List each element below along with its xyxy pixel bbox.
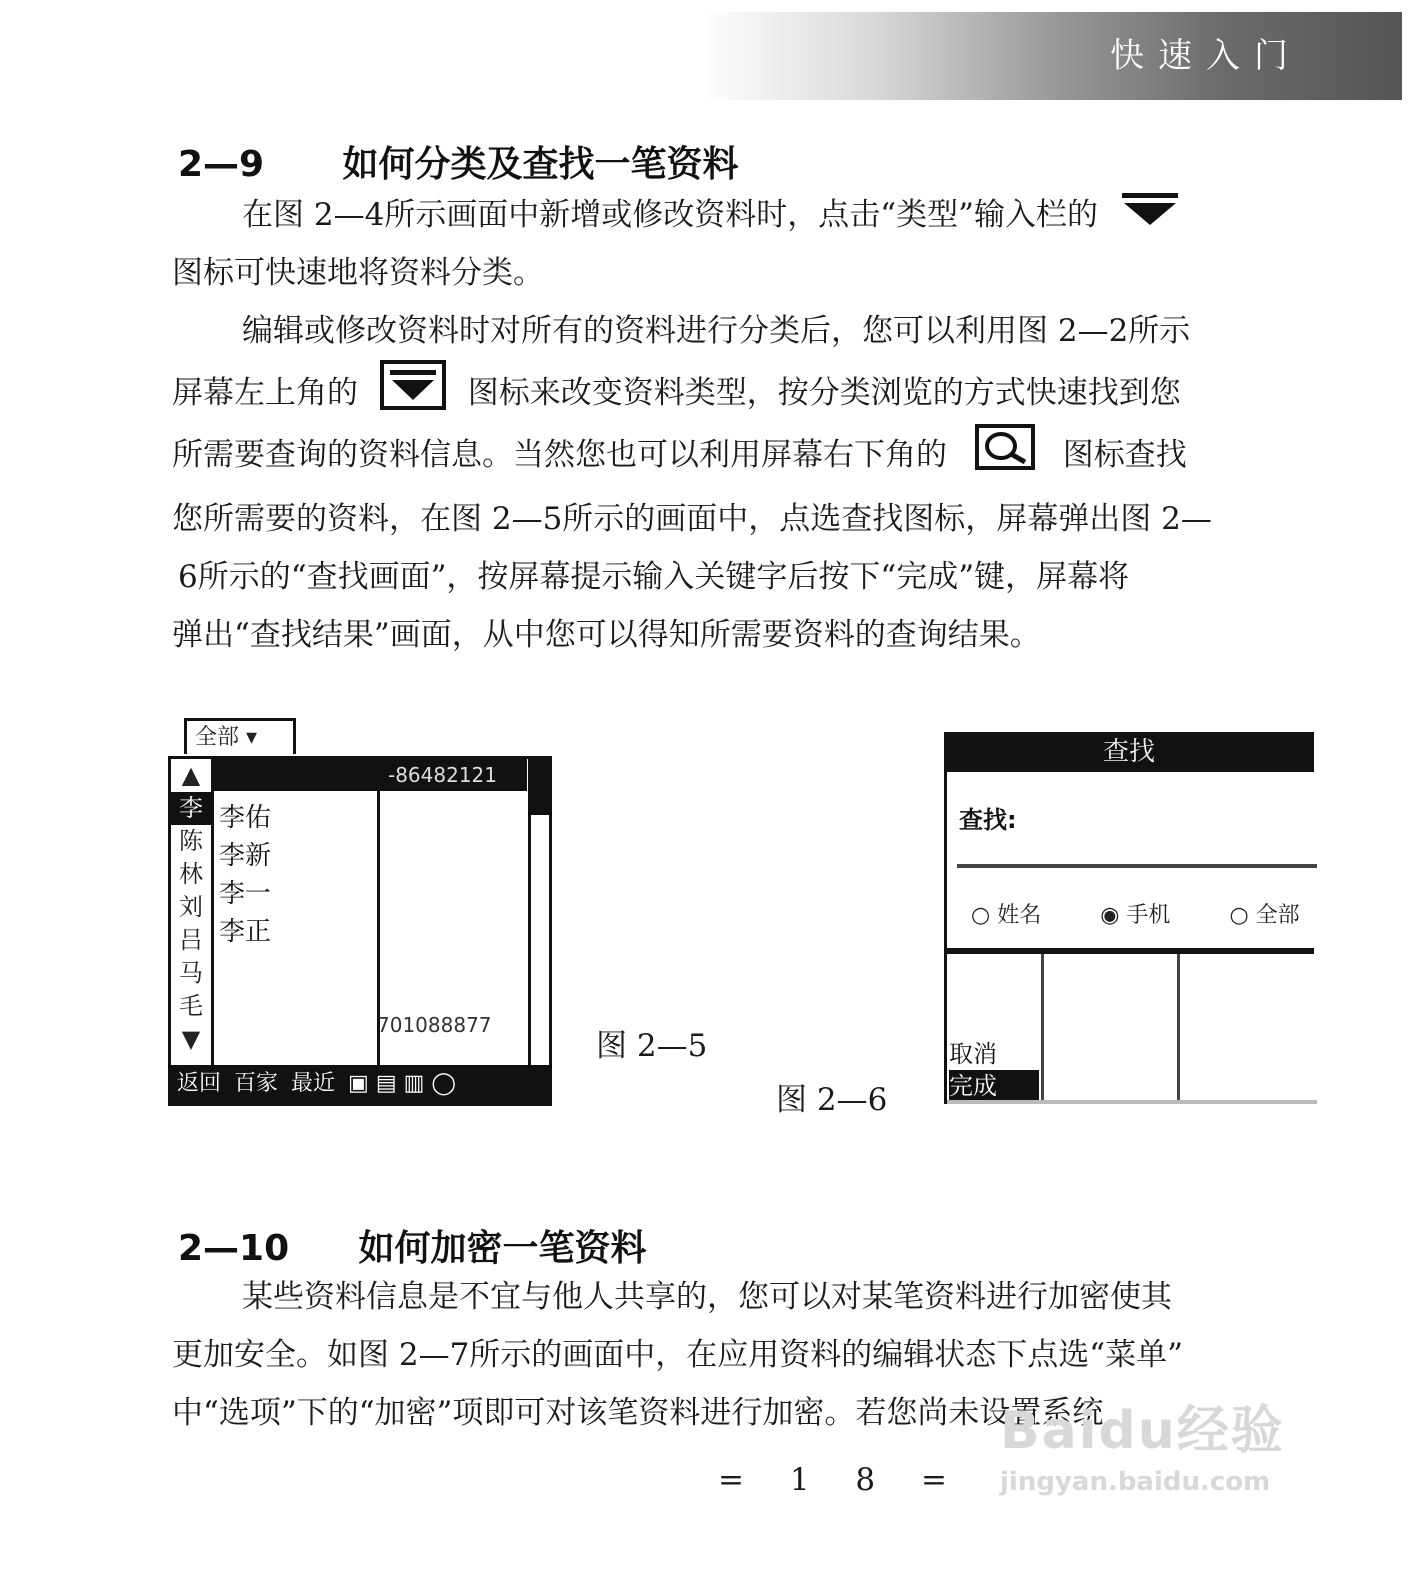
dialog-buttons bbox=[949, 1038, 1039, 1102]
list-item: 李佑 bbox=[219, 803, 272, 833]
list-item: 李正 bbox=[219, 917, 272, 947]
text-line: 6所示的“查找画面”，按屏幕提示输入关键字后按下“完成”键，屏幕将 bbox=[178, 559, 1130, 595]
section-title-2-10 bbox=[178, 1220, 647, 1271]
dropdown-arrow-icon bbox=[1120, 188, 1180, 246]
section-heading: 如何加密一笔资料 bbox=[358, 1228, 647, 1269]
text-line: 您所需要的资料，在图 2—5所示的画面中，点选查找图标，屏幕弹出图 2— bbox=[172, 501, 1212, 537]
text-line: 在图 2—4所示画面中新增或修改资料时，点击“类型”输入栏的 bbox=[172, 186, 1318, 244]
done-button: 完成 bbox=[949, 1070, 1039, 1102]
selected-phone-bar: -86482121 bbox=[211, 759, 527, 791]
toolbar-item: 百家 bbox=[234, 1071, 279, 1096]
scroll-down-icon: ▼ bbox=[181, 1025, 201, 1053]
figure-caption-2-6: 图 2—6 bbox=[776, 1082, 888, 1118]
scroll-up-icon: ▲ bbox=[181, 761, 201, 789]
section-heading: 如何分类及查找一笔资料 bbox=[342, 144, 739, 185]
section-number: 2—9 bbox=[178, 144, 265, 185]
toolbar-icons: ▣ ▤ ▥ ◯ bbox=[348, 1071, 457, 1096]
dialog-titlebar: 查找 bbox=[944, 732, 1314, 772]
list-item: 李一 bbox=[219, 879, 272, 909]
text-line: 某些资料信息是不宜与他人共享的，您可以对某笔资料进行加密使其 bbox=[242, 1279, 1172, 1315]
category-dropdown: 全部 ▾ bbox=[184, 718, 296, 754]
search-label: 查找: bbox=[959, 806, 1017, 834]
index-item: 刘 bbox=[179, 893, 203, 921]
name-list bbox=[219, 799, 271, 951]
text-line: 弹出“查找结果”画面，从中您可以得知所需要资料的查询结果。 bbox=[172, 617, 1041, 653]
dialog-bottom bbox=[944, 954, 1314, 1104]
cancel-button: 取消 bbox=[949, 1040, 997, 1068]
index-item: 马 bbox=[179, 959, 203, 987]
figure-2-6-screenshot bbox=[944, 732, 1314, 1104]
header-title: 快速入门 bbox=[1110, 36, 1302, 76]
radio-option: ◉ 手机 bbox=[1100, 903, 1171, 928]
text-line: 编辑或修改资料时对所有的资料进行分类后，您可以利用图 2—2所示 bbox=[242, 313, 1191, 349]
index-item: 林 bbox=[179, 860, 203, 888]
radio-option: ○ 姓名 bbox=[971, 903, 1042, 928]
index-column bbox=[171, 759, 214, 1065]
category-dropdown-icon bbox=[380, 360, 446, 429]
scrollbar bbox=[528, 759, 549, 1065]
bottom-toolbar bbox=[171, 1065, 549, 1103]
page-number: = 1 8 = bbox=[718, 1462, 965, 1498]
text-line: 所需要查询的资料信息。当然您也可以利用屏幕右下角的 图标查找 bbox=[172, 424, 1318, 482]
search-options bbox=[971, 898, 1352, 929]
figure-caption-2-5: 图 2—5 bbox=[596, 1028, 708, 1064]
section-title-2-9 bbox=[178, 136, 739, 187]
contact-list-panel bbox=[168, 756, 552, 1106]
index-item: 毛 bbox=[179, 992, 203, 1020]
toolbar-item: 最近 bbox=[291, 1071, 336, 1096]
search-icon bbox=[975, 424, 1035, 489]
index-item: 吕 bbox=[179, 926, 203, 954]
paragraph-2-9 bbox=[172, 186, 1318, 664]
text-line: 更加安全。如图 2—7所示的画面中，在应用资料的编辑状态下点选“菜单” bbox=[172, 1337, 1183, 1373]
section-number: 2—10 bbox=[178, 1228, 290, 1269]
phone-number: 701088877 bbox=[377, 1013, 492, 1037]
search-input-underline bbox=[957, 864, 1317, 868]
text-line: 图标可快速地将资料分类。 bbox=[172, 255, 544, 291]
toolbar-item: 返回 bbox=[177, 1071, 222, 1096]
figure-2-5-screenshot bbox=[168, 718, 552, 1106]
text-line: 中“选项”下的“加密”项即可对该笔资料进行加密。若您尚未设置系统 bbox=[172, 1395, 1104, 1431]
index-item: 李 bbox=[171, 792, 211, 825]
search-dialog-body bbox=[944, 772, 1314, 948]
text-line: 屏幕左上角的 图标来改变资料类型，按分类浏览的方式快速找到您 bbox=[172, 360, 1318, 418]
list-item: 李新 bbox=[219, 841, 272, 871]
baidu-watermark: Baidu经验 jingyan.baidu.com bbox=[1000, 1401, 1285, 1497]
radio-option: ○ 全部 bbox=[1229, 903, 1300, 928]
index-item: 陈 bbox=[179, 827, 203, 855]
